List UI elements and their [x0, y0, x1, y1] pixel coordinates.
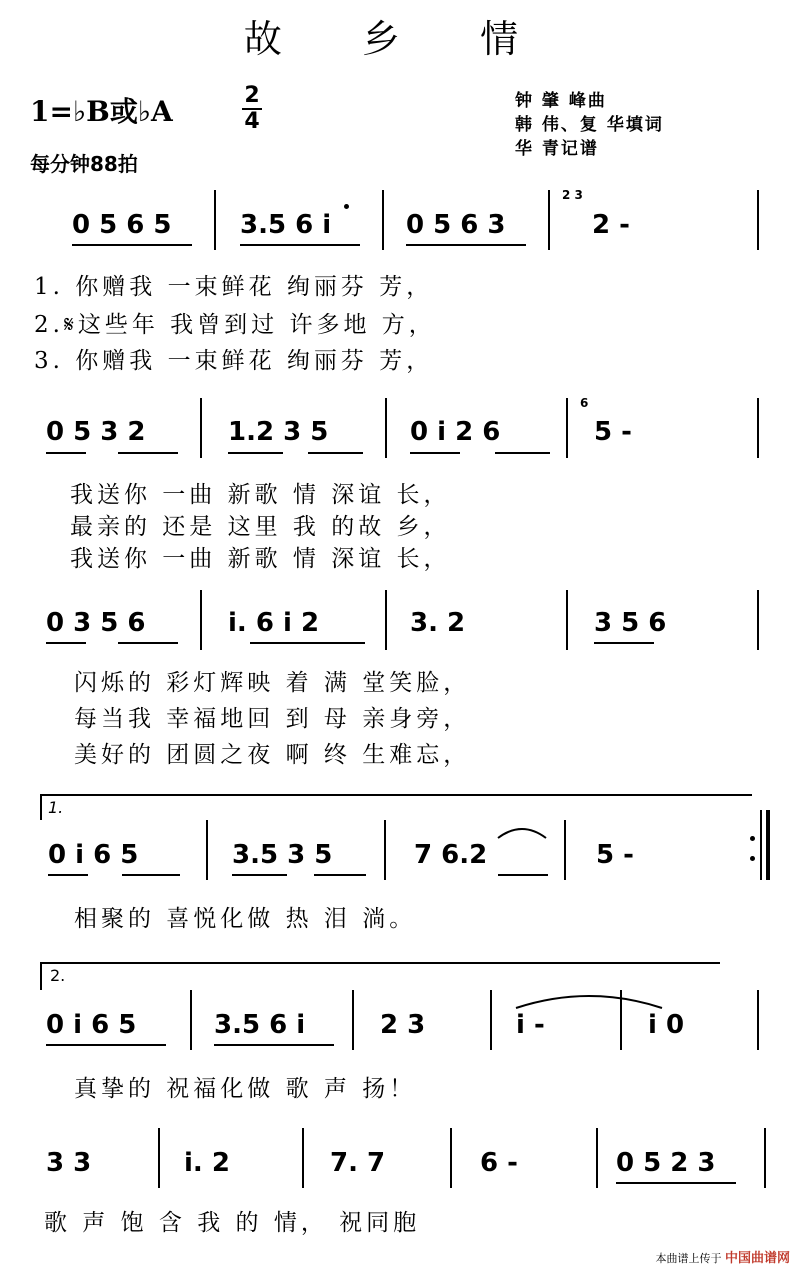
barline	[757, 190, 759, 250]
barline	[385, 590, 387, 650]
slur-mark	[496, 824, 548, 840]
volta-bracket	[40, 794, 752, 796]
volta-bracket	[40, 962, 720, 964]
underline-beam	[228, 452, 283, 454]
tie-mark	[514, 990, 664, 1010]
underline-beam	[46, 452, 86, 454]
volta-bracket-left	[40, 794, 42, 820]
measure: i. 2	[184, 1148, 230, 1178]
barline	[757, 990, 759, 1050]
lyric-line: 2.𝄋这些年 我曾到过 许多地 方，	[34, 312, 436, 338]
time-signature-bottom: 4	[244, 109, 260, 134]
measure: 0 5 6 3	[406, 210, 506, 240]
measure: 2 3	[380, 1010, 426, 1040]
time-signature	[240, 84, 264, 134]
measure: 3. 2	[410, 608, 466, 638]
underline-beam	[72, 244, 192, 246]
barline	[757, 590, 759, 650]
measure: 0 i 6 5	[46, 1010, 137, 1040]
measure: i 0	[648, 1010, 685, 1040]
measure: 0 5 2 3	[616, 1148, 716, 1178]
barline	[757, 398, 759, 458]
barline	[764, 1128, 766, 1188]
barline	[564, 820, 566, 880]
underline-beam	[314, 874, 366, 876]
underline-beam	[498, 874, 548, 876]
barline	[190, 990, 192, 1050]
repeat-barline	[760, 810, 762, 880]
underline-beam	[250, 642, 365, 644]
barline	[382, 190, 384, 250]
barline	[385, 398, 387, 458]
barline	[206, 820, 208, 880]
underline-beam	[232, 874, 287, 876]
credit-lyricist: 韩 伟、复 华填词	[515, 115, 664, 135]
underline-beam	[308, 452, 363, 454]
volta-label: 2.	[50, 966, 66, 985]
underline-beam	[46, 1044, 166, 1046]
measure: 0 5 3 2	[46, 417, 146, 447]
measure: 6 -	[480, 1148, 518, 1178]
measure: 0 i 2 6	[410, 417, 501, 447]
underline-beam	[122, 874, 180, 876]
underline-beam	[240, 244, 360, 246]
measure: 7. 7	[330, 1148, 386, 1178]
grace-note: 6	[580, 396, 589, 410]
time-signature-top: 2	[244, 83, 260, 108]
measure: 0 3 5 6	[46, 608, 146, 638]
measure: 2 -	[592, 210, 630, 240]
barline	[384, 820, 386, 880]
grace-note: 2 3	[562, 188, 583, 202]
repeat-dot	[750, 836, 755, 841]
volta-label: 1.	[48, 798, 64, 817]
barline	[352, 990, 354, 1050]
footer-brand[interactable]: 中国曲谱网	[724, 1251, 790, 1266]
lyric-line: 相聚的 喜悦化做 热 泪 淌。	[74, 906, 417, 932]
underline-beam	[406, 244, 526, 246]
credit-composer: 钟 肇 峰曲	[515, 91, 607, 111]
page-title: 故 乡 情	[243, 17, 553, 61]
measure: i -	[516, 1010, 545, 1040]
measure: 3 5 6	[594, 608, 667, 638]
footer-text: 本曲谱上传于	[655, 1252, 722, 1265]
measure: 3 3	[46, 1148, 92, 1178]
barline	[548, 190, 550, 250]
underline-beam	[616, 1182, 736, 1184]
underline-beam	[46, 642, 86, 644]
measure: i. 6 i 2	[228, 608, 320, 638]
credit-transcriber: 华 青记谱	[515, 139, 599, 159]
barline	[596, 1128, 598, 1188]
key-signature: 1=♭B或♭A	[30, 95, 173, 128]
measure: 5 -	[594, 417, 632, 447]
measure: 7 6.2	[414, 840, 488, 870]
barline	[200, 590, 202, 650]
lyric-line: 3. 你赠我 一束鲜花 绚丽芬 芳，	[34, 348, 434, 374]
barline	[566, 398, 568, 458]
lyric-line: 每当我 幸福地回 到 母 亲身旁，	[74, 706, 471, 732]
barline	[214, 190, 216, 250]
measure: 1.2 3 5	[228, 417, 329, 447]
lyric-line: 美好的 团圆之夜 啊 终 生难忘，	[74, 742, 471, 768]
lyric-line: 1. 你赠我 一束鲜花 绚丽芬 芳，	[34, 274, 434, 300]
repeat-dot	[750, 856, 755, 861]
lyric-line: 我送你 一曲 新歌 情 深谊 长，	[70, 546, 451, 572]
measure: 0 5 6 5	[72, 210, 172, 240]
measure: 0 i 6 5	[48, 840, 139, 870]
lyric-line: 歌 声 饱 含 我 的 情， 祝同胞	[44, 1210, 421, 1236]
lyric-line: 我送你 一曲 新歌 情 深谊 长，	[70, 482, 451, 508]
measure: 3.5 6 i	[214, 1010, 306, 1040]
underline-beam	[410, 452, 460, 454]
underline-beam	[118, 452, 178, 454]
measure: 5 -	[596, 840, 634, 870]
repeat-barline-thick	[766, 810, 770, 880]
volta-bracket-left	[40, 962, 42, 990]
underline-beam	[48, 874, 88, 876]
barline	[450, 1128, 452, 1188]
lyric-line: 真挚的 祝福化做 歌 声 扬！	[74, 1076, 417, 1102]
barline	[490, 990, 492, 1050]
barline	[302, 1128, 304, 1188]
lyric-line: 闪烁的 彩灯辉映 着 满 堂笑脸，	[74, 670, 471, 696]
underline-beam	[214, 1044, 334, 1046]
barline	[158, 1128, 160, 1188]
underline-beam	[118, 642, 178, 644]
barline	[200, 398, 202, 458]
underline-beam	[594, 642, 654, 644]
measure: 3.5 6 i	[240, 210, 332, 240]
tempo-marking: 每分钟88拍	[30, 152, 138, 176]
barline	[566, 590, 568, 650]
underline-beam	[495, 452, 550, 454]
octave-dot	[344, 204, 349, 209]
measure: 3.5 3 5	[232, 840, 333, 870]
lyric-line: 最亲的 还是 这里 我 的故 乡，	[70, 514, 451, 540]
source-footer	[655, 1247, 790, 1266]
